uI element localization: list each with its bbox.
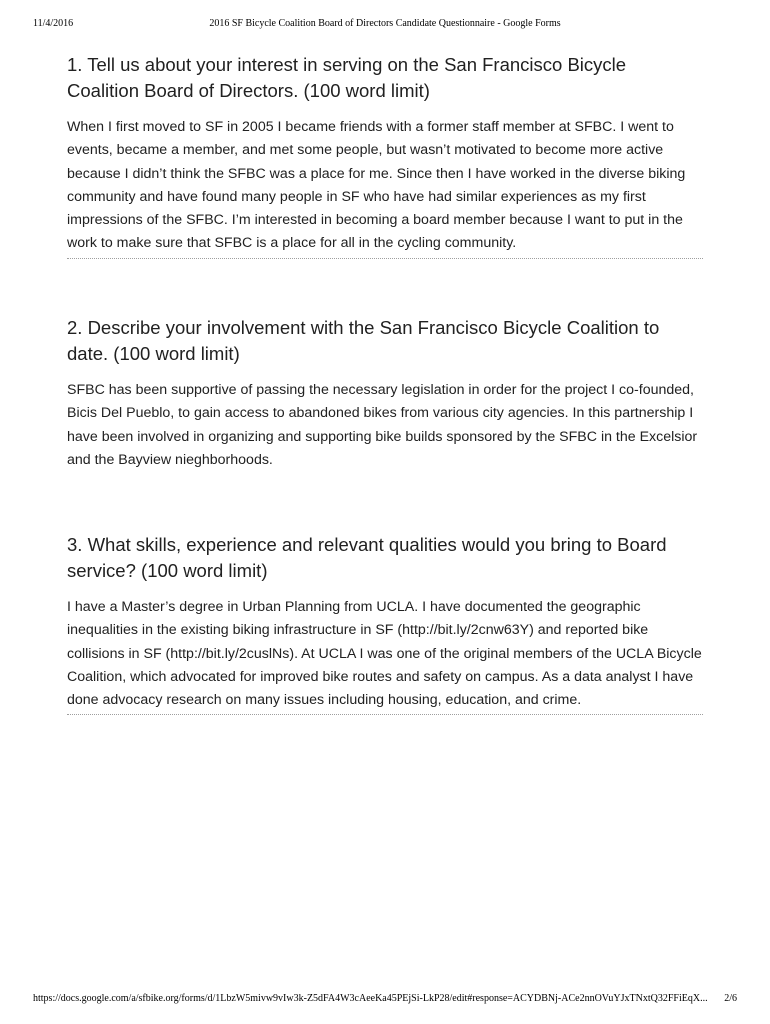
print-header: [33, 18, 737, 32]
question-block-1: [67, 52, 703, 259]
question-title: 1. Tell us about your interest in serving on the San Francisco Bicycle Coalition Board of Directors. (100 word limit): [67, 54, 627, 101]
question-title: 3. What skills, experience and relevant qualities would you bring to Board service? (100 word limit): [67, 534, 667, 581]
answer-text: When I first moved to SF in 2005 I became friends with a former staff member at SFBC. I went to events, became a member, and met some people, but wasn’t motivated to become more active because I didn’t think the SFBC was a place for me. Since then I have worked in the diverse biking community and have found many people in SF who have had similar experiences as my first impressions of the SFBC. I’m interested in becoming a board member because I want to put in the work to make sure that SFBC is a place for all in the cycling community.: [67, 116, 703, 259]
question-block-3: [67, 532, 703, 715]
answer-text: I have a Master’s degree in Urban Planning from UCLA. I have documented the geographic inequalities in the existing biking infrastructure in SF (http://bit.ly/2cnw63Y) and reported bike collisions in SF (http://bit.ly/2cuslNs). At UCLA I was one of the original members of the UCLA Bicycle Coalition, which advocated for improved bike routes and safety on campus. As a data analyst I have done advocacy research on many issues including housing, education, and crime.: [67, 596, 703, 715]
question-block-2: [67, 315, 703, 474]
question-title: 2. Describe your involvement with the San Francisco Bicycle Coalition to date. (100 word limit): [67, 317, 660, 364]
page-number: 2/6: [724, 993, 737, 1004]
print-footer: [33, 993, 737, 1007]
print-url: https://docs.google.com/a/sfbike.org/forms/d/1LbzW5mivw9vIw3k-Z5dFA4W3cAeeKa45PEjSi-LkP28/edit#response=ACYDBNj-ACe2nnOVuYJxTNxtQ32FFiEqX...: [33, 993, 708, 1004]
answer-text: SFBC has been supportive of passing the necessary legislation in order for the project I co-founded, Bicis Del Pueblo, to gain access to abandoned bikes from various city agencies. In this partnership I have been involved in organizing and supporting bike builds sponsored by the SFBC in the Excelsior and the Bayview nieghborhoods.: [67, 382, 698, 468]
print-document-title: 2016 SF Bicycle Coalition Board of Directors Candidate Questionnaire - Google Forms: [209, 18, 561, 29]
print-date: 11/4/2016: [33, 18, 74, 29]
